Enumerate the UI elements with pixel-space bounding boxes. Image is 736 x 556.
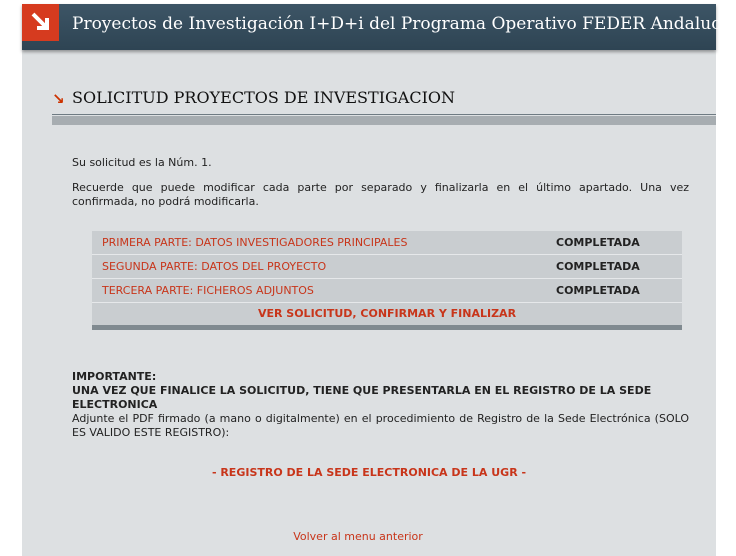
part-link-tercera[interactable]: TERCERA PARTE: FICHEROS ADJUNTOS xyxy=(102,284,314,297)
confirm-finalize-link[interactable]: VER SOLICITUD, CONFIRMAR Y FINALIZAR xyxy=(257,307,517,320)
parts-table xyxy=(92,231,682,330)
status-badge: COMPLETADA xyxy=(556,236,640,249)
reminder-text: Recuerde que puede modificar cada parte por separado y finalizarla en el último apartado. Una vez confirmada, no podrá modificarla. xyxy=(72,181,689,208)
important-notice xyxy=(72,370,689,440)
table-footer-bar xyxy=(92,325,682,330)
table-row xyxy=(92,231,682,255)
header-bar xyxy=(22,4,736,50)
part-link-segunda[interactable]: SEGUNDA PARTE: DATOS DEL PROYECTO xyxy=(102,260,327,273)
section-divider xyxy=(52,116,716,125)
important-heading: IMPORTANTE: xyxy=(72,370,157,383)
status-badge: COMPLETADA xyxy=(556,260,640,273)
important-instructions: Adjunte el PDF firmado (a mano o digitalmente) en el procedimiento de Registro de la Sede Electrónica (SOLO ES VALIDO ESTE REGISTRO): xyxy=(72,412,689,439)
app-title: Proyectos de Investigación I+D+i del Programa Operativo FEDER Andalucía xyxy=(72,14,736,34)
back-to-menu-link[interactable]: Volver al menu anterior xyxy=(293,530,423,543)
page-container xyxy=(22,4,736,556)
arrow-down-right-icon: ↘ xyxy=(52,90,65,108)
logo-icon xyxy=(22,4,59,41)
section-heading xyxy=(52,88,716,115)
part-link-primera[interactable]: PRIMERA PARTE: DATOS INVESTIGADORES PRINCIPALES xyxy=(102,236,408,249)
sede-electronica-link[interactable]: - REGISTRO DE LA SEDE ELECTRONICA DE LA UGR - xyxy=(211,466,527,479)
request-number-text: Su solicitud es la Núm. 1. xyxy=(72,156,212,169)
table-row xyxy=(92,279,682,303)
important-warning: UNA VEZ QUE FINALICE LA SOLICITUD, TIENE QUE PRESENTARLA EN EL REGISTRO DE LA SEDE ELECTRONICA xyxy=(72,384,652,411)
page-title: SOLICITUD PROYECTOS DE INVESTIGACION xyxy=(72,88,456,107)
status-badge: COMPLETADA xyxy=(556,284,640,297)
table-row xyxy=(92,255,682,279)
